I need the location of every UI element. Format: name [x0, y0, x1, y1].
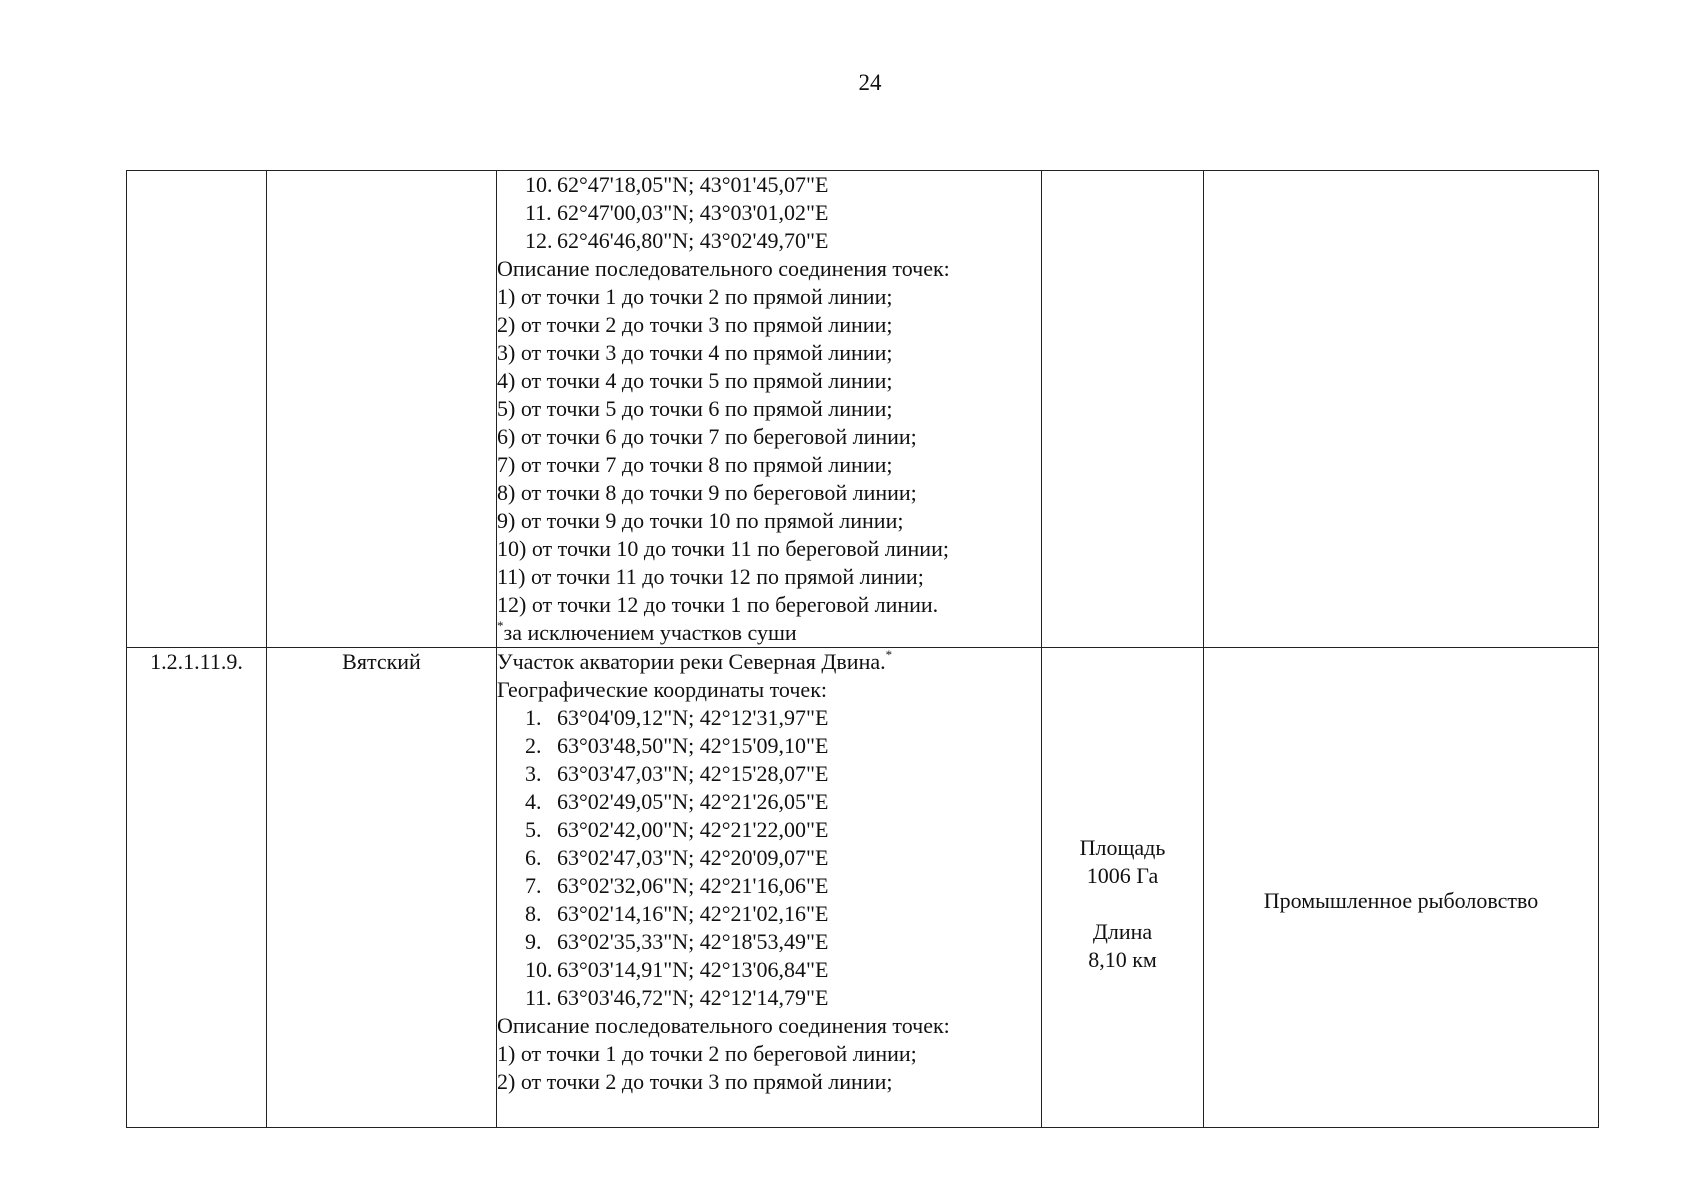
- coordinate-number: 6.: [525, 845, 542, 870]
- connection-item: 5) от точки 5 до точки 6 по прямой линии;: [497, 396, 893, 421]
- connection-item: 3) от точки 3 до точки 4 по прямой линии;: [497, 340, 893, 365]
- coordinate-item: [497, 984, 1041, 1012]
- table-row: [127, 648, 1599, 1128]
- name-cell: [267, 648, 497, 1128]
- purpose-cell: [1204, 648, 1599, 1128]
- coordinate-item: [497, 788, 1041, 816]
- length-label: Длина: [1092, 918, 1153, 944]
- area-name: Вятский: [342, 649, 421, 674]
- coordinate-item: [497, 872, 1041, 900]
- connection-item: 9) от точки 9 до точки 10 по прямой линии;: [497, 508, 904, 533]
- connection-item: 2) от точки 2 до точки 3 по прямой линии;: [497, 1069, 893, 1094]
- connection-item: 1) от точки 1 до точки 2 по прямой линии;: [497, 284, 893, 309]
- coordinate-value: 62°47'18,05"N; 43°01'45,07"E: [557, 172, 829, 197]
- table-row: [127, 171, 1599, 648]
- footnote-text: за исключением участков суши: [503, 620, 797, 645]
- connection-list: [497, 1040, 1041, 1096]
- coordinate-number: 12.: [525, 228, 553, 253]
- coordinate-value: 63°04'09,12"N; 42°12'31,97"E: [557, 705, 829, 730]
- connection-list: [497, 283, 1041, 619]
- connection-title: Описание последовательного соединения точек:: [497, 1013, 950, 1038]
- coordinate-number: 4.: [525, 789, 542, 814]
- coordinate-number: 5.: [525, 817, 542, 842]
- fishing-area-table: [126, 170, 1599, 1128]
- code-cell: [127, 648, 267, 1128]
- coordinate-item: [497, 227, 1041, 255]
- coordinate-value: 63°02'47,03"N; 42°20'09,07"E: [557, 845, 829, 870]
- connection-item: 10) от точки 10 до точки 11 по береговой линии;: [497, 536, 949, 561]
- coordinate-value: 63°03'14,91"N; 42°13'06,84"E: [557, 957, 829, 982]
- coordinate-number: 10.: [525, 957, 553, 982]
- coordinate-number: 11.: [525, 200, 552, 225]
- coordinate-number: 3.: [525, 761, 542, 786]
- coordinate-item: [497, 704, 1041, 732]
- coordinate-number: 8.: [525, 901, 542, 926]
- footnote-mark: *: [497, 618, 504, 633]
- coordinate-number: 9.: [525, 929, 542, 954]
- description-title: [497, 648, 1041, 676]
- coordinate-number: 2.: [525, 733, 542, 758]
- coordinate-item: [497, 844, 1041, 872]
- spacer: [1042, 890, 1203, 918]
- measure-cell: [1042, 648, 1204, 1128]
- connection-item: 8) от точки 8 до точки 9 по береговой линии;: [497, 480, 917, 505]
- coords-title: Географические координаты точек:: [497, 677, 827, 702]
- coordinate-item: [497, 816, 1041, 844]
- footnote: [497, 619, 1041, 647]
- area-label: Площадь: [1079, 834, 1166, 860]
- coordinate-number: 11.: [525, 985, 552, 1010]
- coordinate-value: 63°02'32,06"N; 42°21'16,06"E: [557, 873, 829, 898]
- coordinate-value: 63°03'46,72"N; 42°12'14,79"E: [557, 985, 829, 1010]
- coordinate-value: 62°47'00,03"N; 43°03'01,02"E: [557, 200, 829, 225]
- length-value: 8,10 км: [1088, 946, 1157, 972]
- measure-cell: [1042, 171, 1204, 648]
- coordinate-number: 1.: [525, 705, 542, 730]
- coordinate-item: [497, 171, 1041, 199]
- area-value: 1006 Га: [1086, 862, 1159, 888]
- code-cell: [127, 171, 267, 648]
- coordinate-number: 7.: [525, 873, 542, 898]
- coordinate-list: [497, 704, 1041, 1012]
- description-cell: [497, 648, 1042, 1128]
- page-number: 24: [858, 70, 882, 95]
- purpose-text: Промышленное рыболовство: [1263, 887, 1539, 913]
- connection-item: 12) от точки 12 до точки 1 по береговой линии.: [497, 592, 939, 617]
- coordinate-value: 63°02'42,00"N; 42°21'22,00"E: [557, 817, 829, 842]
- connection-title: Описание последовательного соединения точек:: [497, 256, 950, 281]
- coordinate-item: [497, 956, 1041, 984]
- description-title-text: Участок акватории реки Северная Двина.: [497, 649, 886, 674]
- coordinate-list: [497, 171, 1041, 255]
- coordinate-value: 63°03'48,50"N; 42°15'09,10"E: [557, 733, 829, 758]
- name-cell: [267, 171, 497, 648]
- coordinate-value: 63°03'47,03"N; 42°15'28,07"E: [557, 761, 829, 786]
- area-code: 1.2.1.11.9.: [150, 649, 243, 674]
- description-mark: *: [885, 647, 893, 662]
- connection-item: 6) от точки 6 до точки 7 по береговой линии;: [497, 424, 917, 449]
- coordinate-value: 63°02'14,16"N; 42°21'02,16"E: [557, 901, 829, 926]
- coordinate-value: 63°02'35,33"N; 42°18'53,49"E: [557, 929, 829, 954]
- coordinate-value: 62°46'46,80"N; 43°02'49,70"E: [557, 228, 829, 253]
- connection-item: 1) от точки 1 до точки 2 по береговой линии;: [497, 1041, 917, 1066]
- purpose-cell: [1204, 171, 1599, 648]
- connection-item: 7) от точки 7 до точки 8 по прямой линии;: [497, 452, 893, 477]
- coordinate-item: [497, 900, 1041, 928]
- coordinate-value: 63°02'49,05"N; 42°21'26,05"E: [557, 789, 829, 814]
- connection-item: 11) от точки 11 до точки 12 по прямой линии;: [497, 564, 924, 589]
- coordinate-item: [497, 199, 1041, 227]
- connection-item: 4) от точки 4 до точки 5 по прямой линии;: [497, 368, 893, 393]
- coordinate-number: 10.: [525, 172, 553, 197]
- connection-item: 2) от точки 2 до точки 3 по прямой линии;: [497, 312, 893, 337]
- coordinate-item: [497, 928, 1041, 956]
- description-cell: [497, 171, 1042, 648]
- coordinate-item: [497, 732, 1041, 760]
- coordinate-item: [497, 760, 1041, 788]
